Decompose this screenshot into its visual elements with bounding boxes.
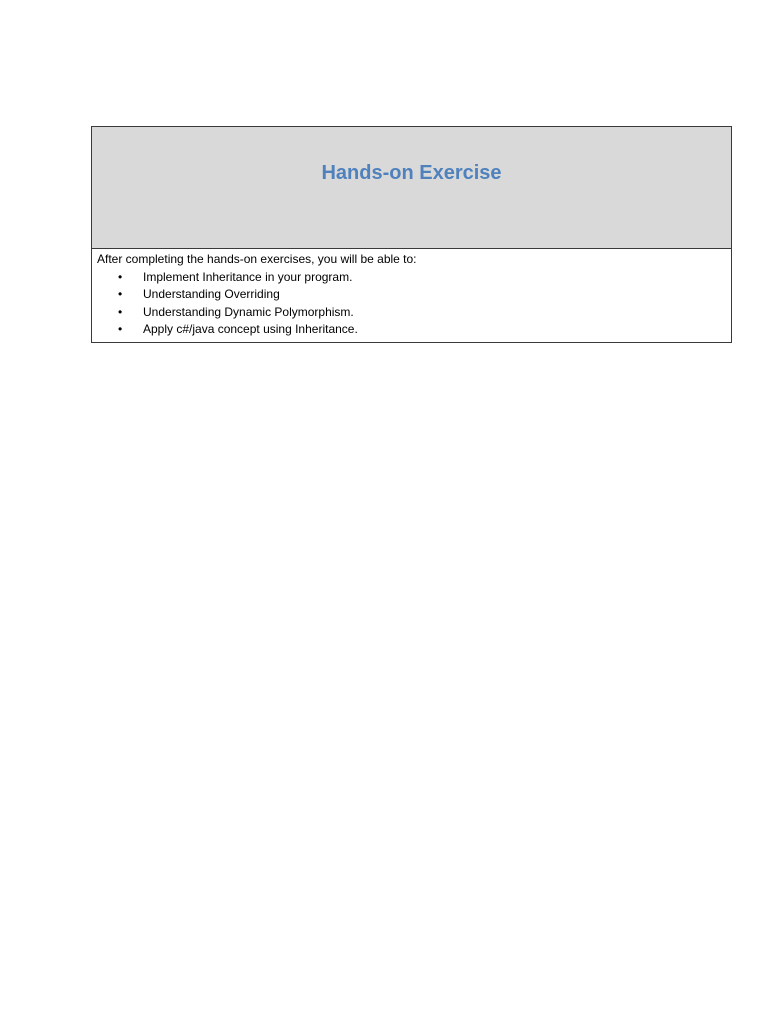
objective-text: Understanding Dynamic Polymorphism.	[143, 304, 354, 319]
objectives-list	[97, 269, 725, 339]
exercise-title: Hands-on Exercise	[321, 162, 502, 184]
exercise-body	[92, 249, 731, 342]
exercise-intro: After completing the hands-on exercises, you will be able to:	[97, 252, 417, 266]
list-item	[97, 269, 725, 287]
list-item	[97, 321, 725, 339]
exercise-table	[91, 126, 732, 343]
list-item	[97, 304, 725, 322]
objective-text: Apply c#/java concept using Inheritance.	[143, 322, 358, 336]
bullet-icon: •	[118, 322, 123, 336]
bullet-icon: •	[118, 269, 123, 284]
objective-text: Understanding Overriding	[143, 287, 280, 301]
bullet-icon: •	[118, 287, 123, 301]
exercise-header	[92, 127, 731, 249]
bullet-icon: •	[118, 304, 123, 319]
list-item	[97, 286, 725, 304]
objective-text: Implement Inheritance in your program.	[143, 269, 353, 284]
